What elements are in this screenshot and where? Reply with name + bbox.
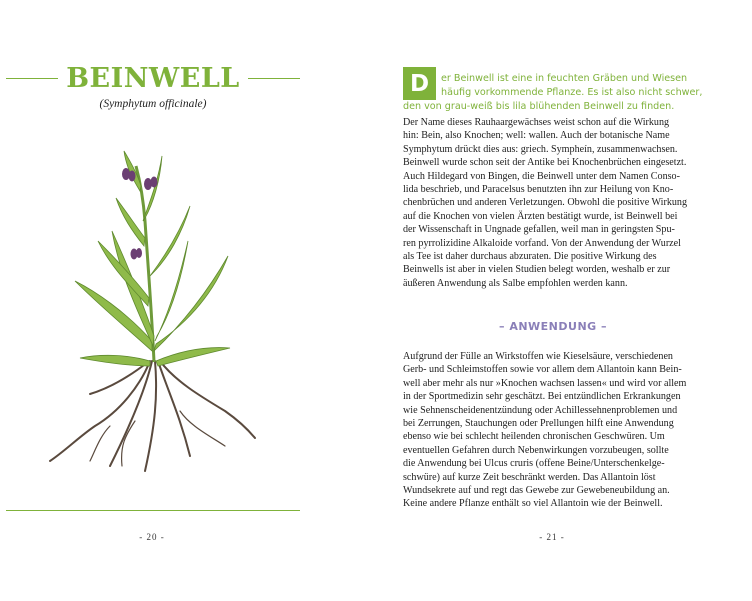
text-line: lida beschrieb, und Paracelsus benutzten ihn zur Heilung von Kno-: [403, 184, 674, 196]
botanical-name: (Symphytum officinale): [99, 98, 207, 110]
text-line: in der Sportmedizin sehr geschätzt. Bei entzündlichen Erkrankungen: [403, 391, 681, 403]
bottom-rule: [6, 510, 300, 511]
text-line: bei Zerrungen, Stauchungen oder Prellungen hilft eine Anwendung: [403, 418, 674, 430]
text-line: Wundsekrete auf und regt das Gewebe zur Gewebeneubildung an.: [403, 485, 670, 497]
body-paragraph-1: [403, 116, 703, 290]
section-heading-anwendung: – ANWENDUNG –: [498, 320, 608, 333]
page-number-left: - 20 -: [139, 532, 165, 542]
text-line: eventuellen Gefahren durch Nebenwirkungen vorzubeugen, sollte: [403, 444, 669, 456]
text-line: die Anwendung bei Ulcus cruris (offene Beine/Unterschenkelge-: [403, 458, 665, 470]
text-line: Aufgrund der Fülle an Wirkstoffen wie Kieselsäure, verschiedenen: [403, 351, 673, 362]
comfrey-plant-illustration: [40, 126, 260, 476]
text-line: Keine andere Pflanze enthält so viel Allantoin wie der Beinwell.: [403, 498, 663, 510]
text-line: ren pyrrolizidine Alkaloide vorfand. Von der Anwendung der Wurzel: [403, 237, 681, 249]
text-line: wie Sehnenscheidenentzündung oder Achillessehnenproblemen und: [403, 404, 678, 416]
title-rule-right: [248, 78, 300, 79]
text-line: auf die Knochen von vielen Ärzten bestätigt wurde, ist Beinwell bei: [403, 210, 678, 222]
lead-line: er Beinwell ist eine in feuchten Gräben und Wiesen: [441, 73, 688, 84]
text-line: Beinwells ist aber in vielen Studien belegt worden, weshalb er zur: [403, 264, 671, 276]
lead-line: häufig vorkommende Pflanze. Es ist also nicht schwer,: [441, 87, 703, 98]
text-line: ebenso wie bei schlecht heilenden chronischen Geschwüren. Um: [403, 431, 665, 443]
text-line: chenbrüchen und anderen Verletzungen. Obwohl die positive Wirkung: [403, 197, 688, 209]
page-number-right: - 21 -: [539, 532, 565, 542]
text-line: schwüre) auf kurze Zeit beschränkt werden. Das Allantoin löst: [403, 471, 656, 483]
text-line: Der Name dieses Rauhaargewächses weist schon auf die Wirkung: [403, 117, 670, 128]
text-line: Symphytum drückt dies aus: griech. Sympheín, zusammenwachsen.: [403, 143, 678, 155]
text-line: äußeren Anwendung als Salbe empfohlen werden kann.: [403, 277, 628, 289]
title-row: [6, 60, 300, 96]
title-rule-left: [6, 78, 58, 79]
text-line: hin: Bein, also Knochen; well: wallen. Auch der botanische Name: [403, 130, 670, 142]
text-line: Auch Hildegard von Bingen, die Beinwell unter dem Namen Conso-: [403, 170, 680, 182]
body-paragraph-2: [403, 350, 703, 511]
text-line: der Wissenschaft in Ungnade gefallen, weil man in geringsten Spu-: [403, 224, 675, 236]
text-line: Gerb- und Schleimstoffen sowie vor allem dem Allantoin kann Bein-: [403, 364, 682, 376]
lead-paragraph: [403, 72, 703, 114]
lead-line: den von grau-weiß bis lila blühenden Beinwell zu finden.: [403, 101, 675, 112]
text-line: Beinwell wurde schon seit der Antike bei Knochenbrüchen eingesetzt.: [403, 157, 687, 169]
right-page: [376, 0, 752, 601]
text-line: als Tee ist daher durchaus abzuraten. Die positive Wirkung des: [403, 251, 657, 263]
page-title: BEINWELL: [66, 62, 240, 94]
drop-cap: D: [403, 67, 436, 100]
text-line: well aber mehr als nur »Knochen wachsen lassen« und wird vor allem: [403, 377, 687, 389]
